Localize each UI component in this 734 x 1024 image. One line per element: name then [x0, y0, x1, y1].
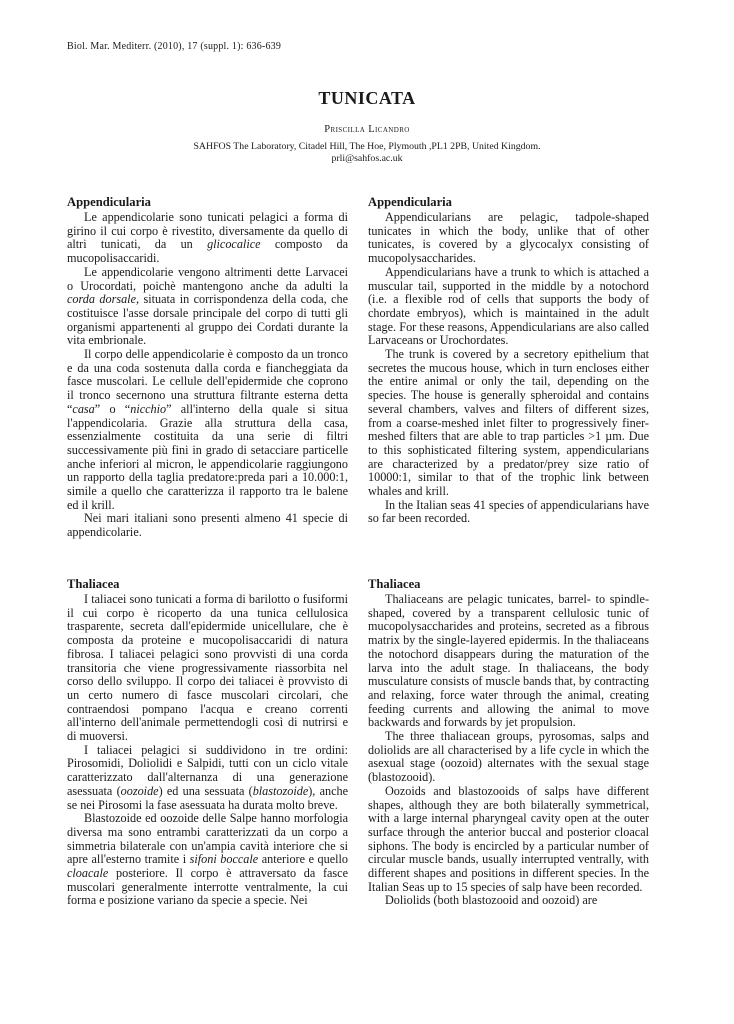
paragraph: Blastozoide ed oozoide delle Salpe hanno morfologia diversa ma sono entrambi caratterizzati da un corpo a simmetria bilaterale con un'ampia cavità interiore che si apre all'esterno tramite i sifoni boccale anteriore e quello cloacale posteriore. Il corpo è attraversato da fasce muscolari generalmente interrotte ventralmente, la cui forma e posizione variano da specie a specie. Nei [67, 811, 348, 908]
section-heading: Appendicularia [368, 195, 452, 209]
paragraph: Il corpo delle appendicolarie è composto da un tronco e da una coda sostenuta dalla corda e fiancheggiata da fasce muscolari. Le cellule dell'epidermide che coprono il tronco secernono una struttura filtrante esterna detta “casa” o “nicchio” all'interno della quale si situa l'appendicolaria. Grazie alla struttura della casa, essenzialmente costituita da una serie di filtri successivamente più fini in grado di setacciare particelle anche inferiori al micron, le appendicolarie raggiungono un rapporto della taglia predatore:preda pari a 10.000:1, simile a quello che caratterizza il rapporto tra le balene ed il krill. [67, 347, 348, 512]
section-thaliacea-italian [67, 577, 348, 908]
author-name: Priscilla Licandro [324, 124, 410, 135]
paragraph: Oozoids and blastozooids of salps have different shapes, although they are both bilaterally symmetrical, with a large internal pharyngeal cavity open at the outer surface through the anterior buccal and posterior cloacal siphons. The body is encircled by a particular number of circular muscle bands, usually interrupted ventrally, with different shapes and positions in different species. In the Italian Seas up to 15 species of salp have been recorded. [368, 783, 649, 894]
section-heading: Thaliacea [368, 577, 421, 591]
paragraph: Le appendicolarie vengono altrimenti dette Larvacei o Urocordati, poichè mantengono anche da adulti la corda dorsale, situata in corrispondenza della coda, che costituisce l'asse dorsale principale del corpo di tutti gli organismi appartenenti al gruppo dei Cordati durante la vita embrionale. [67, 264, 349, 348]
paragraph: Appendicularians have a trunk to which is attached a muscular tail, supported in the middle by a notochord (i.e. a flexible rod of cells that supports the body of chordate embryos), which is maintained in the adult stage. For these reasons, Appendicularians are also called Larvaceans or Urochordates. [368, 264, 649, 348]
section-appendicularia-english [368, 195, 649, 526]
section-thaliacea-english [368, 577, 649, 908]
journal-reference: Biol. Mar. Mediterr. (2010), 17 (suppl. 1): 636-639 [67, 41, 282, 52]
section-heading: Appendicularia [67, 195, 151, 209]
paragraph: In the Italian seas 41 species of appendicularians have so far been recorded. [368, 497, 649, 526]
section-heading: Thaliacea [67, 577, 120, 591]
section-appendicularia-italian [67, 195, 348, 540]
paragraph: Le appendicolarie sono tunicati pelagici a forma di girino il cui corpo è rivestito, diversamente da quello di altri tunicati, da un glicocalice composto da mucopolisaccaridi. [67, 210, 348, 266]
paragraph: I taliacei sono tunicati a forma di barilotto o fusiformi il cui corpo è ricoperto da una tunica cellulosica trasparente, secreta dall'epidermide unicellulare, che è composta da proteine e mucopolisaccaridi di natura fibrosa. I taliacei pelagici sono provvisti di una corda transitoria che viene progressivamente riassorbita nel corso dello sviluppo. Il corpo dei taliacei è provvisto di un certo numero di fasce muscolari circolari, che contraendosi pompano l'acqua e creano correnti all'interno dell'animale permettendogli così di nutrirsi e di muoversi. [67, 592, 348, 744]
paragraph: I taliacei pelagici si suddividono in tre ordini: Pirosomidi, Doliolidi e Salpidi, tutti con un ciclo vitale caratterizzato dall'alternanza di una generazione asessuata (oozoide) ed una sessuata (blastozoide), anche se nei Pirosomi la fase asessuata ha durata molto breve. [67, 742, 348, 812]
author-email[interactable]: prli@sahfos.ac.uk [331, 153, 403, 164]
paragraph: Doliolids (both blastozooid and oozoid) are [385, 893, 598, 908]
affiliation: SAHFOS The Laboratory, Citadel Hill, The Hoe, Plymouth ,PL1 2PB, United Kingdom. [193, 141, 541, 152]
page-title: TUNICATA [318, 88, 416, 108]
author-affiliation-block [0, 141, 734, 165]
paragraph: Appendicularians are pelagic, tadpole-shaped tunicates in which the body, unlike that of other tunicates, is covered by a glycocalyx consisting of mucopolysaccharides. [368, 210, 649, 266]
paragraph: The three thaliacean groups, pyrosomas, salps and doliolids are all characterised by a life cycle in which the asexual stage (oozoid) alternates with the sexual stage (blastozooid). [368, 729, 649, 785]
paragraph: Nei mari italiani sono presenti almeno 41 specie di appendicolarie. [67, 511, 348, 540]
paragraph: Thaliaceans are pelagic tunicates, barrel- to spindle-shaped, covered by a transparent cellulosic tunic of mucopolysaccharides and proteins, secreted as a fibrous matrix by the single-layered epidermis. In the thaliaceans the notochord disappears during the maturation of the larva into the adult stage. In thaliaceans, the body musculature consists of muscle bands that, by contracting and relaxing, force water through the animal, creating feeding currents and allowing the animal to move backwards and forwards by jet propulsion. [368, 592, 649, 730]
paragraph: The trunk is covered by a secretory epithelium that secretes the mucous house, which in turn encloses either the entire animal or only the tail, depending on the species. The house is generally spheroidal and contains several chambers, valves and filters of different sizes, from a coarse-meshed inlet filter to progressively finer-meshed filters that are able to trap particles >1 µm. Due to this sophisticated filtering system, appendicularians are characterized by a predator/prey size ratio of 10000:1, similar to that of the trophic link between whales and krill. [368, 347, 649, 499]
